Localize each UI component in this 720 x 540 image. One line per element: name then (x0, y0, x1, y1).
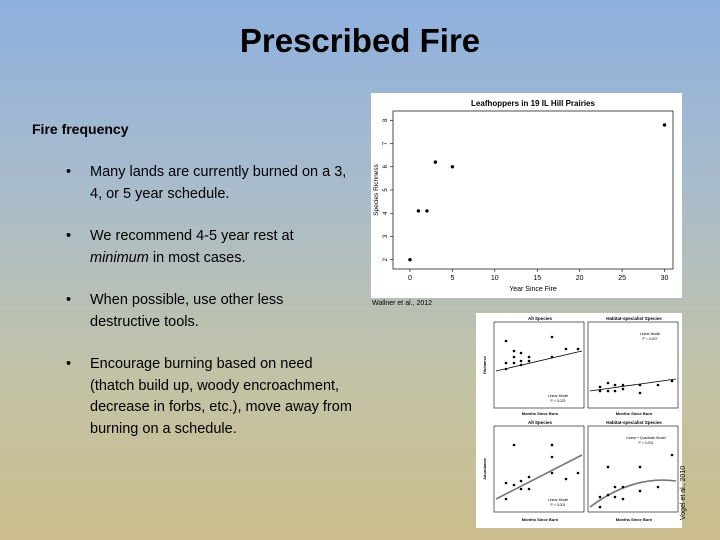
panel-b-p: P = 0.007 (642, 337, 658, 341)
figure1-citation: Wallner et al., 2012 (372, 300, 433, 307)
y-tick-label: 6 (383, 165, 389, 169)
panel-c-title: All Species (527, 420, 553, 425)
panel-d-fit-curve (590, 480, 676, 507)
panel-a-model: Linear Model (547, 394, 569, 398)
x-axis-label: Year Since Fire (509, 286, 557, 293)
ylabel-abundance: Abundance (482, 458, 487, 480)
bullet-text-emphasis: minimum (90, 249, 149, 266)
y-tick-label: 7 (383, 141, 389, 146)
panel-a-fit-line (496, 351, 582, 371)
slide-title: Prescribed Fire (239, 22, 481, 59)
xlabel-a: Months Since Burn (521, 411, 559, 416)
y-tick-label: 3 (383, 234, 389, 239)
panel-a-frame (494, 322, 584, 408)
x-tick-label: 20 (575, 275, 584, 282)
panel-d-p: P < 0.001 (638, 441, 654, 445)
panel-b-frame (588, 322, 678, 408)
bullet-item (62, 226, 352, 269)
panel-c-fit-line (496, 455, 582, 499)
bullet-list (62, 162, 352, 461)
x-tick-label: 15 (533, 275, 542, 282)
y-tick-label: 8 (383, 118, 389, 122)
subheading: Fire frequency (32, 121, 129, 137)
leafhopper-chart (371, 93, 682, 298)
data-point (451, 165, 454, 168)
panel-d-points (599, 454, 674, 509)
panel-d-title: Habitat-specialist Species (606, 420, 662, 425)
x-tick-label: 5 (450, 275, 455, 282)
x-tick-label: 30 (660, 275, 669, 282)
data-point (408, 258, 411, 261)
panel-c-frame (494, 426, 584, 512)
panel-b-points (599, 380, 674, 395)
bullet-item: • When possible, use other less destructive tools. (62, 290, 352, 333)
panel-b-model: Linear Model (639, 332, 661, 336)
bullet-text-pre: We recommend 4-5 year rest at (90, 228, 294, 244)
xlabel-c: Months Since Burn (521, 517, 559, 522)
y-tick-label: 5 (383, 188, 389, 192)
xlabel-d: Months Since Burn (615, 517, 653, 522)
panel-c-points (505, 444, 580, 501)
data-point (425, 209, 428, 212)
panel-b-title: Habitat-specialist Species (606, 316, 662, 321)
data-point (434, 160, 437, 163)
panel-b-fit-line (590, 379, 676, 391)
vogel-panel-figure (476, 313, 682, 528)
x-tick-label: 25 (618, 275, 626, 282)
xlabel-b: Months Since Burn (615, 411, 653, 416)
vogel-panel-svg (476, 313, 682, 528)
x-tick-label: 10 (490, 275, 499, 282)
panel-c-model: Linear Model (547, 498, 569, 502)
plot-frame (393, 111, 673, 269)
bullet-text-post: in most cases. (148, 249, 246, 266)
panel-c-p: P = 0.001 (550, 503, 566, 507)
y-tick-label: 2 (383, 258, 389, 262)
leafhopper-chart-svg (371, 93, 682, 298)
data-point (417, 209, 420, 212)
x-tick-label: 0 (408, 275, 412, 282)
panel-a-p: P = 0.023 (550, 399, 566, 403)
y-tick-label: 4 (383, 211, 389, 215)
chart-title: Leafhoppers in 19 IL Hill Prairies (471, 99, 595, 108)
bullet-item: • Encourage burning based on need (thatch build up, woody encroachment, decrease in forbs, etc.), move away from burning on a schedule. (62, 354, 352, 440)
figure2-citation: Vogel et al., 2010 (680, 465, 687, 520)
y-axis-label: Species Richness (373, 164, 380, 216)
panel-a-points (505, 336, 580, 371)
panel-a-title: All Species (527, 316, 553, 321)
ylabel-richness: Richness (482, 356, 487, 374)
panel-d-model: Linear + Quadratic Model (626, 436, 666, 440)
bullet-item: • Many lands are currently burned on a 3, 4, or 5 year schedule. (62, 162, 352, 205)
data-point (663, 123, 666, 126)
